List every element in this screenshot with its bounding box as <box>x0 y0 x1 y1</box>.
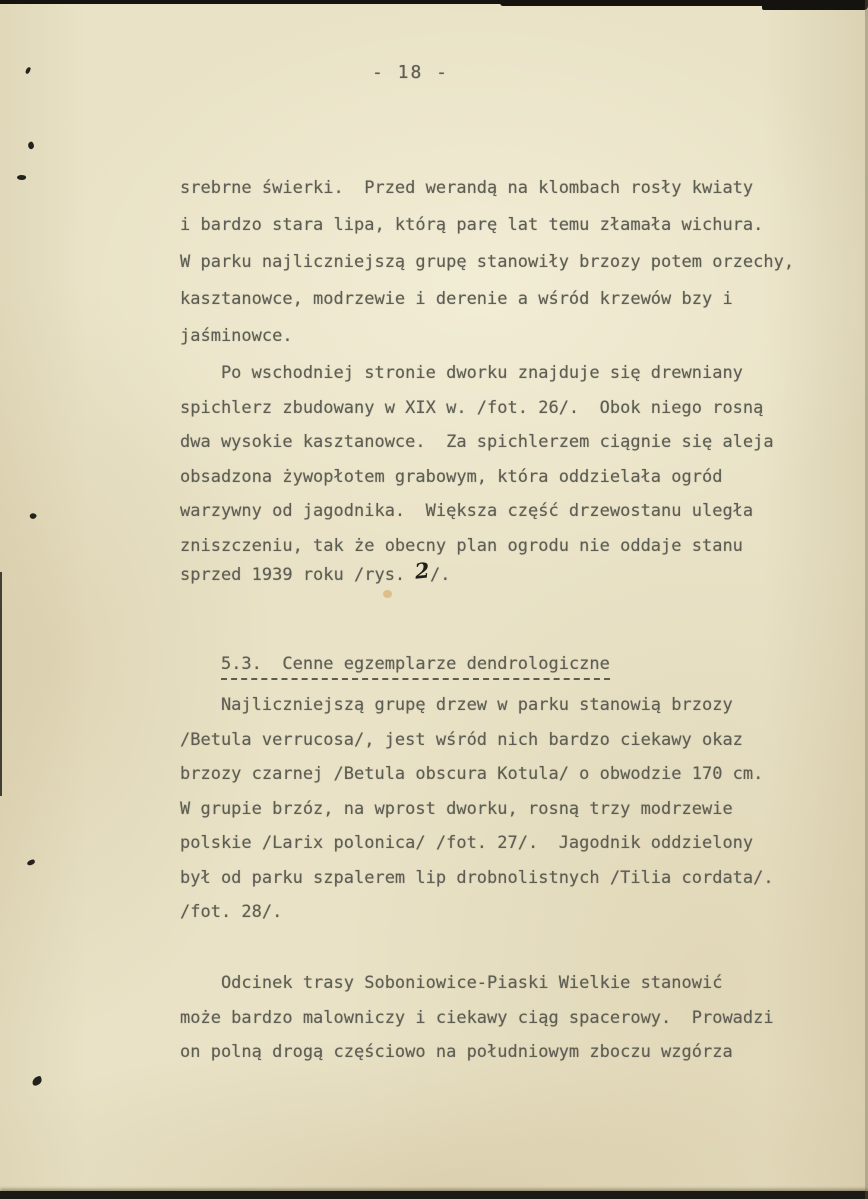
text-line: W parku najliczniejszą grupę stanowiły brzozy potem orzechy, <box>180 252 795 272</box>
section-heading <box>180 634 610 694</box>
text-line: i bardzo stara lipa, którą parę lat temu złamała wichura. <box>180 215 764 235</box>
text-line: kasztanowce, modrzewie i derenie a wśród krzewów bzy i <box>180 289 733 309</box>
text-line: Najliczniejszą grupę drzew w parku stanowią brzozy <box>180 695 733 715</box>
ink-speck <box>27 141 36 150</box>
paper-stain <box>383 590 392 598</box>
section-heading-label: 5.3. Cenne egzemplarze dendrologiczne <box>221 654 610 680</box>
text-line: warzywny od jagodnika. Większa część drzewostanu uległa <box>180 501 754 521</box>
text-line: brzozy czarnej /Betula obscura Kotula/ o obwodzie 170 cm. <box>180 764 764 784</box>
text-line: jaśminowce. <box>180 326 293 346</box>
body-paragraph-2 <box>180 356 840 563</box>
text-line: spichlerz zbudowany w XIX w. /fot. 26/. Obok niego rosną <box>180 397 764 418</box>
ink-speck <box>29 512 37 520</box>
text-line: obsadzona żywopłotem grabowym, która oddzielała ogród <box>180 466 723 487</box>
body-paragraph-3 <box>180 688 840 930</box>
body-paragraph-1 <box>180 170 840 355</box>
text-line: był od parku szpalerem lip drobnolistnych /Tilia cordata/. <box>180 867 774 888</box>
text-line: srebrne świerki. Przed werandą na klombach rosły kwiaty <box>180 178 754 198</box>
body-paragraph-4 <box>180 966 840 1070</box>
text-segment: /. <box>430 565 451 585</box>
text-line: Odcinek trasy Soboniowice-Piaski Wielkie stanowić <box>180 973 723 993</box>
text-line: dwa wysokie kasztanowce. Za spichlerzem ciągnie się aleja <box>180 432 774 452</box>
text-segment: sprzed 1939 roku /rys. <box>180 565 416 585</box>
scan-edge-bottom <box>0 1191 868 1199</box>
ink-speck <box>31 1076 43 1087</box>
text-line: W grupie brzóz, na wprost dworku, rosną trzy modrzewie <box>180 798 733 819</box>
scan-edge-top-right <box>762 0 868 10</box>
scan-edge-left-line <box>0 572 2 796</box>
ink-speck <box>25 67 31 75</box>
text-line: zniszczeniu, tak że obecny plan ogrodu nie oddaje stanu <box>180 535 743 556</box>
handwritten-figure-number: 2 <box>413 557 432 584</box>
text-line: on polną drogą częściowo na południowym zboczu wzgórza <box>180 1042 733 1062</box>
text-line: /fot. 28/. <box>180 902 283 922</box>
text-line: może bardzo malowniczy i ciekawy ciąg spacerowy. Prowadzi <box>180 1007 774 1028</box>
ink-speck <box>17 174 27 180</box>
page-number: - 18 - <box>372 62 450 83</box>
text-line: polskie /Larix polonica/ /fot. 27/. Jagodnik oddzielony <box>180 833 754 853</box>
text-line: /Betula verrucosa/, jest wśród nich bardzo ciekawy okaz <box>180 729 743 750</box>
text-line: Po wschodniej stronie dworku znajduje się drewniany <box>180 363 743 383</box>
text-line-with-handwriting <box>180 557 451 585</box>
ink-speck <box>26 859 35 866</box>
